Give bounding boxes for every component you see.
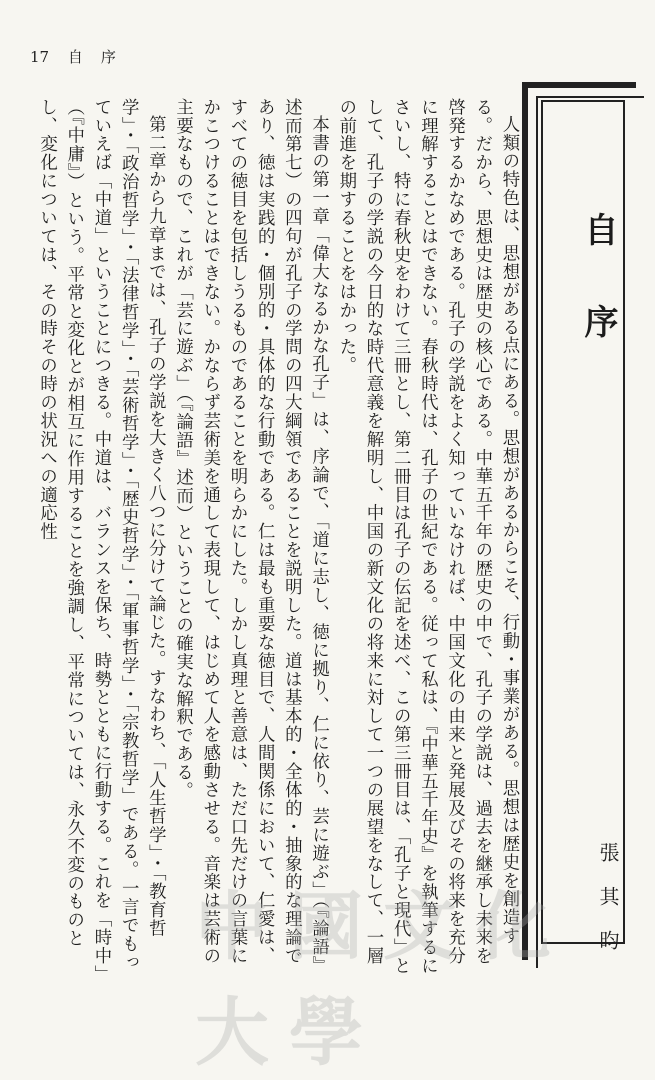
title-box: [541, 100, 625, 974]
page-number: 17: [30, 48, 50, 66]
watermark: 中國文化大學: [195, 884, 571, 1076]
paragraph-3: 第二章から九章までは、孔子の学説を大きく八つに分けて論じた。すなわち、「人生哲学」・「教育哲学」・「政治哲学」・「法律哲学」・「芸術哲学」・「歴史哲学」・「軍事哲学」・「宗教哲学」である。一言でもっていえば「中道」ということにつきる。中道は、バランスを保ち、時勢とともに行動する。これを「時中」（『中庸』）という。平常と変化とが相互に作用することを強調し、平常については、永久不変のものとし、変化については、その時その時の状況への適応性: [36, 98, 166, 975]
body-text: [30, 98, 522, 978]
chapter-title: 自序: [578, 212, 618, 396]
running-header: [30, 46, 134, 67]
running-title: 自序: [67, 48, 134, 66]
paragraph-1: 人類の特色は、思想がある点にある。思想があるからこそ、行動・事業がある。思想は歴史を創造する。だから、思想史は歴史の核心である。中華五千年の歴史の中で、孔子の学説は、過去を継承し未来を啓発するかなめである。孔子の学説をよく知っていなければ、中国文化の由来と発展及びその将来を充分に理解することはできない。春秋時代は、孔子の世紀である。従って私は、『中華五千年史』を執筆するにさいし、特に春秋史をわけて三冊とし、第二冊目は孔子の伝記を述べ、この第三冊目は、「孔子と現代」として、孔子の学説の今日的な時代意義を解明し、中国の新文化の将来に対して一つの展望をなして、一層の前進を期することをはかった。: [335, 98, 519, 975]
author-name: 張其昀: [596, 842, 620, 974]
paragraph-2: 本書の第一章「偉大なるかな孔子」は、序論で、「道に志し、徳に拠り、仁に依り、芸に遊ぶ」（『論語』述而第七）の四句が孔子の学問の四大綱領であることを説明した。道は基本的・全体的・抽象的な理論であり、徳は実践的・個別的・具体的な行動である。仁は最も重要な徳目で、人間関係において、仁愛は、すべての徳目を包括しうるものであることを明らかにした。しかし真理と善意は、ただ口先だけの言葉にかこつけることはできない。かならず芸術美を通して表現して、はじめて人を感動させる。音楽は芸術の主要なもので、これが「芸に遊ぶ」（『論語』述而）ということの確実な解釈である。: [172, 98, 329, 975]
